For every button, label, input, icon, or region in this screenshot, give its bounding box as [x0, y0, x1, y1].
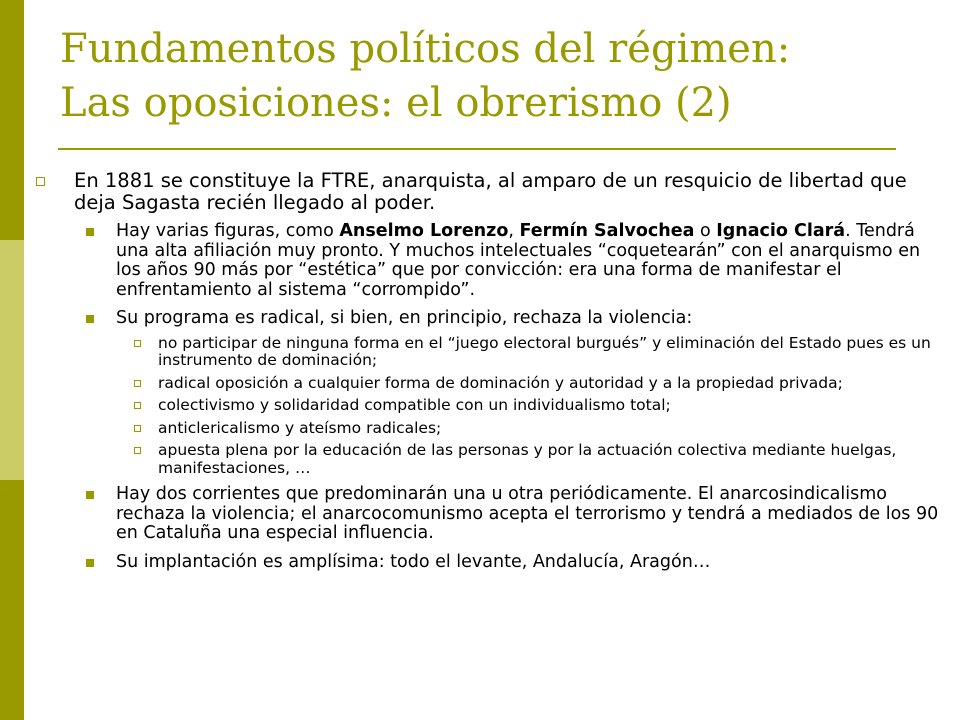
text-segment: Hay varias figuras, como	[116, 221, 340, 241]
subbullet-implantation	[36, 553, 948, 573]
filled-square-bullet-icon	[86, 559, 94, 567]
slide-title-line1: Fundamentos políticos del régimen:	[60, 26, 791, 72]
sidebar-decoration	[0, 0, 24, 720]
program-item	[36, 375, 948, 393]
name-anselmo-lorenzo: Anselmo Lorenzo	[339, 221, 509, 241]
program-item	[36, 397, 948, 415]
subbullet-program-text: Su programa es radical, si bien, en principio, rechaza la violencia:	[116, 308, 693, 328]
sidebar-segment-middle	[0, 240, 24, 480]
sidebar-segment-bottom	[0, 480, 24, 720]
text-segment: o	[694, 221, 717, 241]
program-item	[36, 420, 948, 438]
sidebar-segment-top	[0, 0, 24, 240]
program-list	[36, 335, 948, 478]
text-segment: . Tendrá una alta afiliación muy pronto. Y muchos intelectuales “coquetearán” con el anarquismo en los años 90 más por “estética” que por convicción: era una forma de manifestar el enfrentamiento al sistema “corrompido”.	[116, 221, 921, 300]
subbullet-figures	[36, 222, 948, 300]
program-item-text: colectivismo y solidaridad compatible con un individualismo total;	[158, 396, 671, 414]
hollow-square-bullet-icon	[134, 425, 141, 432]
text-segment: ,	[508, 221, 520, 241]
program-item-text: no participar de ninguna forma en el “juego electoral burgués” y eliminación del Estado pues es un instrumento de dominación;	[158, 333, 931, 369]
hollow-square-bullet-icon	[134, 447, 141, 454]
program-item	[36, 335, 948, 370]
program-item	[36, 442, 948, 477]
filled-square-bullet-icon	[86, 491, 94, 499]
subbullet-implantation-text: Su implantación es amplísima: todo el levante, Andalucía, Aragón…	[116, 551, 711, 572]
name-ignacio-clara: Ignacio Clará	[716, 221, 846, 241]
square-bullet-icon	[36, 177, 45, 186]
bullet-ftre	[36, 170, 948, 214]
program-item-text: apuesta plena por la educación de las personas y por la actuación colectiva mediante huelgas, manifestaciones, …	[158, 441, 897, 477]
hollow-square-bullet-icon	[134, 380, 141, 387]
program-item-text: radical oposición a cualquier forma de dominación y autoridad y a la propiedad privada;	[158, 373, 843, 392]
hollow-square-bullet-icon	[134, 402, 141, 409]
name-fermin-salvochea: Fermín Salvochea	[519, 221, 695, 241]
hollow-square-bullet-icon	[134, 340, 141, 347]
slide-title-line2: Las oposiciones: el obrerismo (2)	[60, 80, 732, 126]
subbullet-program	[36, 309, 948, 329]
bullet-ftre-text: En 1881 se constituye la FTRE, anarquista, al amparo de un resquicio de libertad que deja Sagasta recién llegado al poder.	[74, 169, 907, 214]
filled-square-bullet-icon	[86, 228, 94, 236]
title-divider	[58, 148, 896, 150]
slide-body	[36, 170, 948, 581]
program-item-text: anticlericalismo y ateísmo radicales;	[158, 418, 442, 437]
filled-square-bullet-icon	[86, 315, 94, 323]
subbullet-currents	[36, 485, 948, 544]
subbullet-currents-text: Hay dos corrientes que predominarán una u otra periódicamente. El anarcosindicalismo rechaza la violencia; el anarcocomunismo acepta el terrorismo y tendrá a mediados de los 90 en Cataluña una especial influencia.	[116, 484, 939, 543]
slide-title	[60, 22, 940, 130]
